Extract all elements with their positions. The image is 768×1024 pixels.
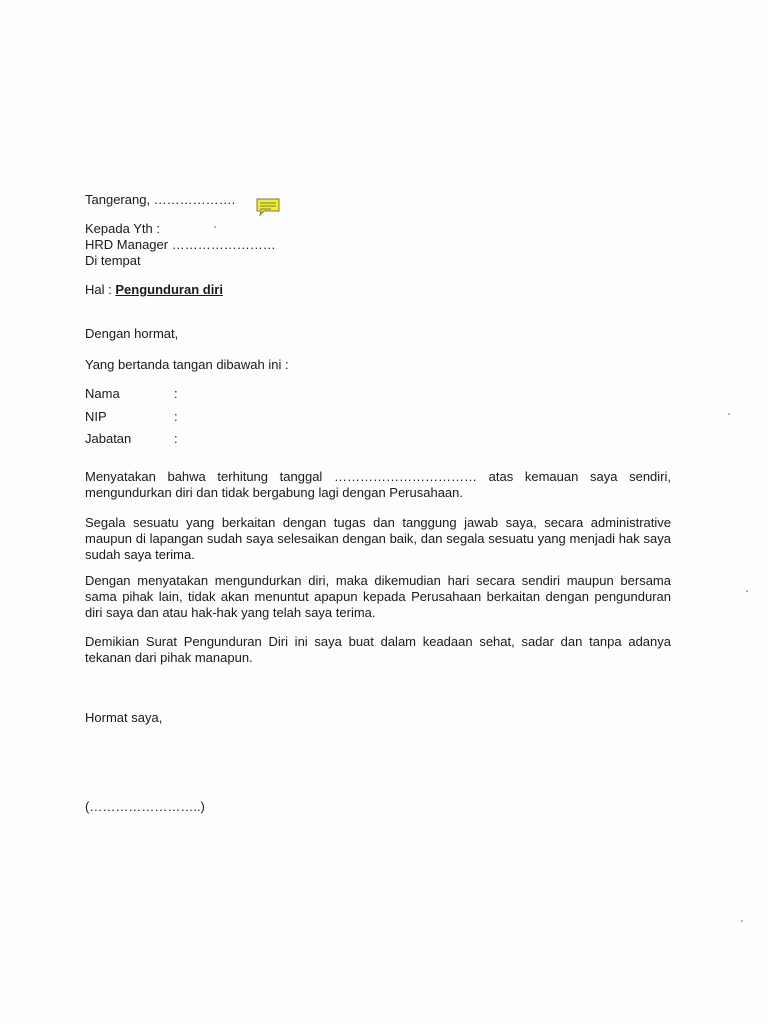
- scan-speck: [728, 413, 730, 415]
- scan-speck: [214, 226, 216, 228]
- paragraph-statement: Menyatakan bahwa terhitung tanggal …………………………… atas kemauan saya sendiri, mengundurkan diri dan tidak bergabung lagi dengan Perusahaan.: [85, 469, 671, 500]
- field-colon-jabatan: :: [174, 431, 178, 446]
- paragraph-closing-statement: Demikian Surat Pengunduran Diri ini saya buat dalam keadaan sehat, sadar dan tanpa adanya tekanan dari pihak manapun.: [85, 634, 671, 665]
- scan-speck: [741, 920, 743, 922]
- recipient-location: Di tempat: [85, 253, 141, 268]
- subject-line: [85, 282, 223, 298]
- signature-line: (……………………..): [85, 799, 205, 814]
- recipient-title: HRD Manager ……………………: [85, 237, 276, 252]
- field-colon-nama: :: [174, 386, 178, 401]
- field-label-nip: NIP: [85, 409, 107, 424]
- subject-value: Pengunduran diri: [115, 282, 223, 297]
- paragraph-duties: Segala sesuatu yang berkaitan dengan tugas dan tanggung jawab saya, secara administrative maupun di lapangan sudah saya selesaikan dengan baik, dan segala sesuatu yang menjadi hak saya sudah saya terima.: [85, 515, 671, 562]
- place-date: Tangerang, ……………….: [85, 192, 236, 207]
- field-label-jabatan: Jabatan: [85, 431, 132, 446]
- closing: Hormat saya,: [85, 710, 163, 725]
- field-colon-nip: :: [174, 409, 178, 424]
- recipient-to: Kepada Yth :: [85, 221, 160, 236]
- greeting: Dengan hormat,: [85, 326, 179, 341]
- subject-label: Hal :: [85, 282, 112, 297]
- field-label-nama: Nama: [85, 386, 120, 401]
- paragraph-no-claims: Dengan menyatakan mengundurkan diri, maka dikemudian hari secara sendiri maupun bersama sama pihak lain, tidak akan menuntut apapun kepada Perusahaan berkaitan dengan pengunduran diri saya dan atau hak-hak yang telah saya terima.: [85, 573, 671, 620]
- intro: Yang bertanda tangan dibawah ini :: [85, 357, 289, 372]
- comment-note-icon[interactable]: [255, 197, 281, 217]
- scan-speck: [746, 590, 748, 592]
